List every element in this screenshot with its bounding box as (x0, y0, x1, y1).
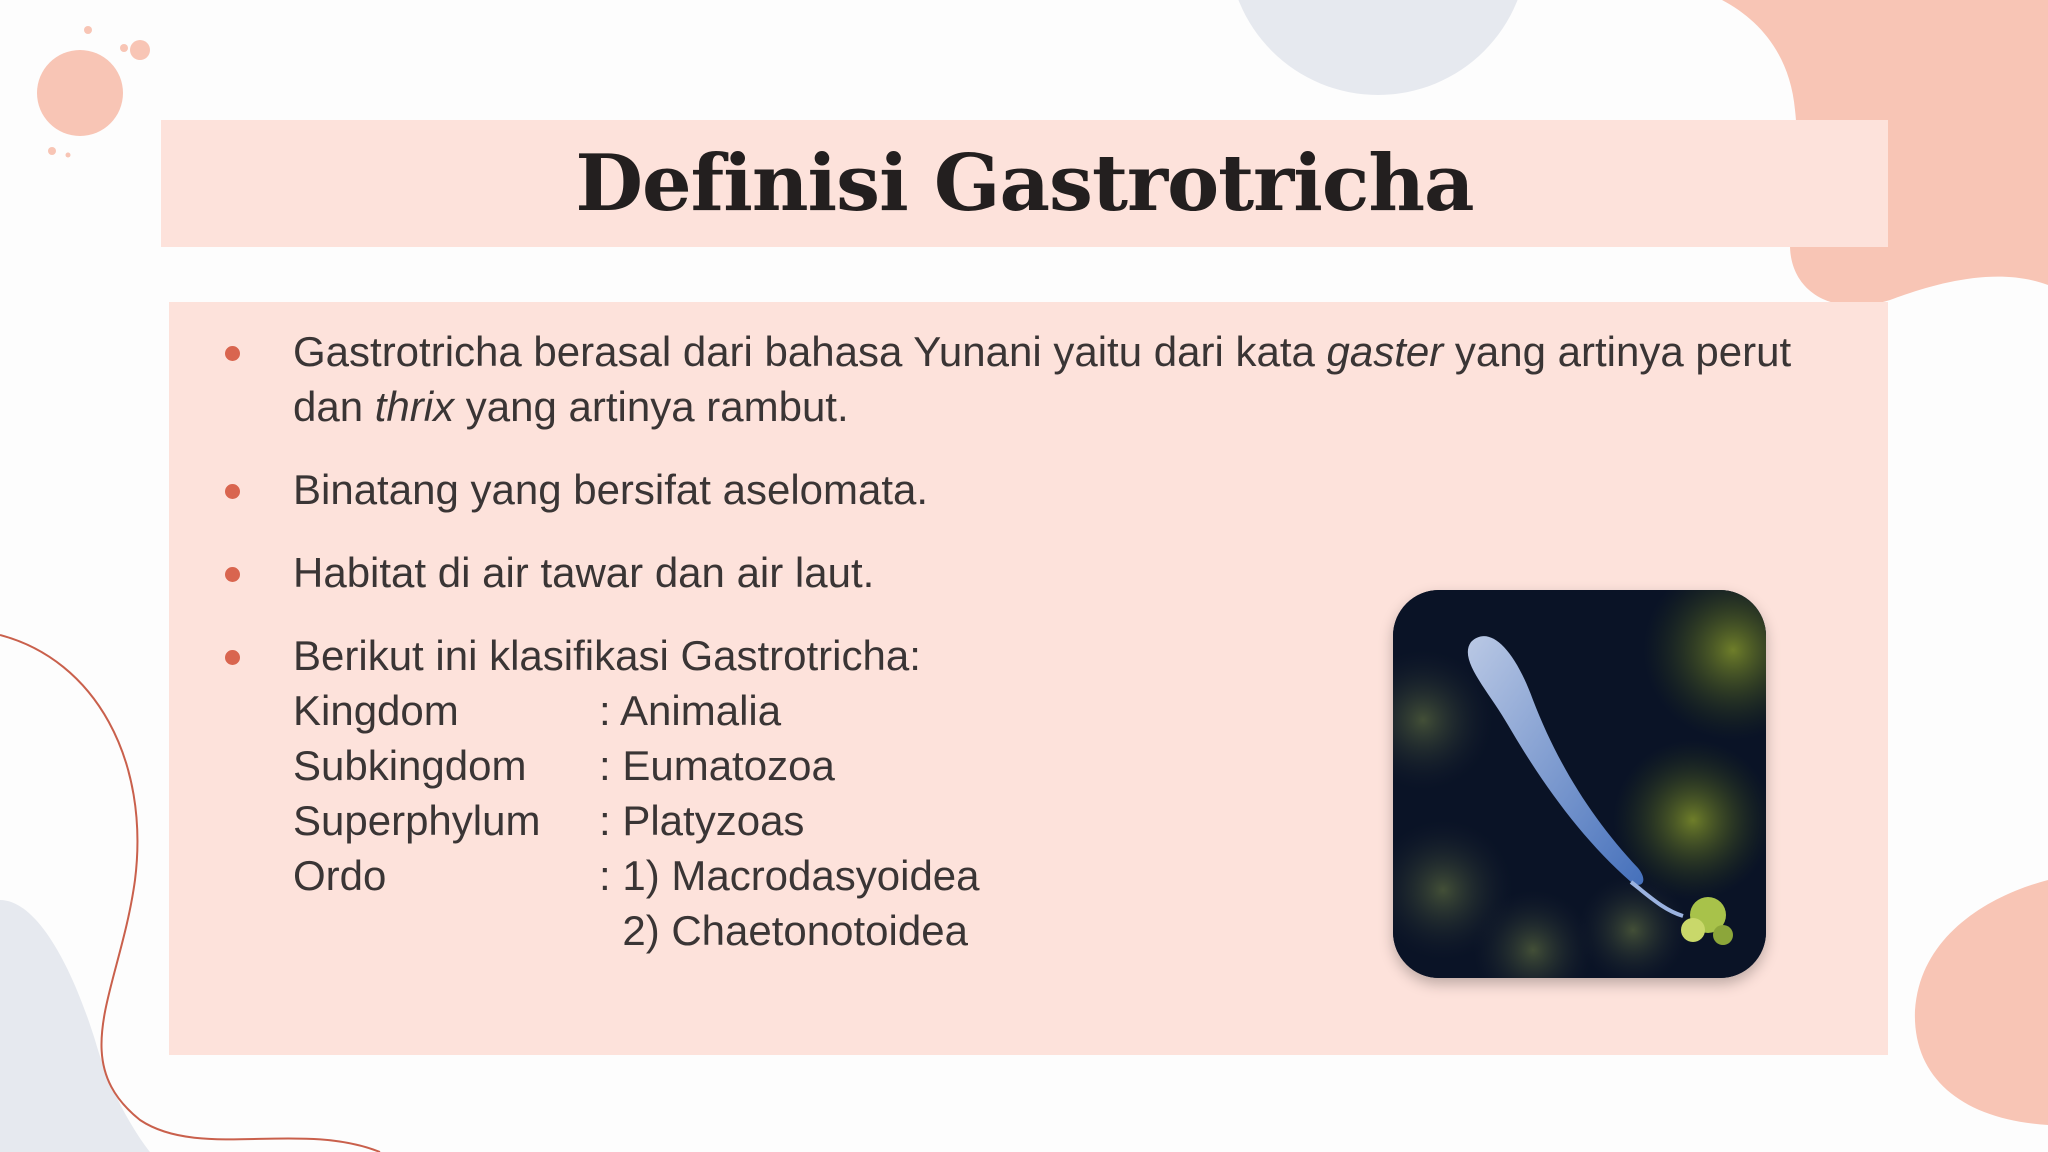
taxonomy-rank (293, 903, 599, 958)
bullet-aselomata (169, 462, 1869, 517)
etymology-text-3: yang artinya rambut. (454, 383, 849, 430)
splash-blob-small-4 (48, 147, 56, 155)
taxonomy-rank: Ordo (293, 852, 387, 899)
bullet-dot (225, 650, 240, 665)
top-grey-circle (1228, 0, 1528, 95)
etymology-text-2: yang artinya perut dan (293, 328, 1792, 430)
taxonomy-value: : Eumatozoa (599, 742, 835, 789)
bottom-left-grey-blob (0, 900, 150, 1152)
splash-blob-small-1 (130, 40, 150, 60)
bullet-dot (225, 567, 240, 582)
bottom-right-peach-blob (1915, 880, 2048, 1125)
bullet-dot (225, 346, 240, 361)
gastrotricha-photo (1393, 590, 1766, 978)
taxonomy-rank: Subkingdom (293, 742, 527, 789)
taxonomy-value: 2) Chaetonotoidea (599, 907, 968, 954)
taxonomy-value: : Platyzoas (599, 797, 805, 844)
etymology-term-thrix: thrix (374, 383, 455, 430)
etymology-term-gaster: gaster (1326, 328, 1444, 375)
taxonomy-value: : 1) Macrodasyoidea (599, 852, 980, 899)
title-band (161, 120, 1888, 247)
etymology-text-1: Gastrotricha berasal dari bahasa Yunani yaitu dari kata (293, 328, 1327, 375)
taxonomy-rank: Kingdom (293, 687, 459, 734)
bullet-dot (225, 484, 240, 499)
slide-title: Definisi Gastrotricha (575, 138, 1474, 229)
splash-blob-small-2 (120, 44, 128, 52)
classification-intro: Berikut ini klasifikasi Gastrotricha: (293, 632, 921, 679)
bullet-etymology (169, 324, 1869, 434)
taxonomy-value: : Animalia (599, 687, 782, 734)
bullet-text: Binatang yang bersifat aselomata. (293, 466, 929, 513)
gastrotricha-microscope-photo-icon (1393, 590, 1766, 978)
splash-blob-main (37, 50, 123, 136)
bullet-text: Habitat di air tawar dan air laut. (293, 549, 875, 596)
splash-blob-small-5 (66, 153, 71, 158)
taxonomy-rank: Superphylum (293, 797, 541, 844)
splash-blob-small-3 (84, 26, 92, 34)
